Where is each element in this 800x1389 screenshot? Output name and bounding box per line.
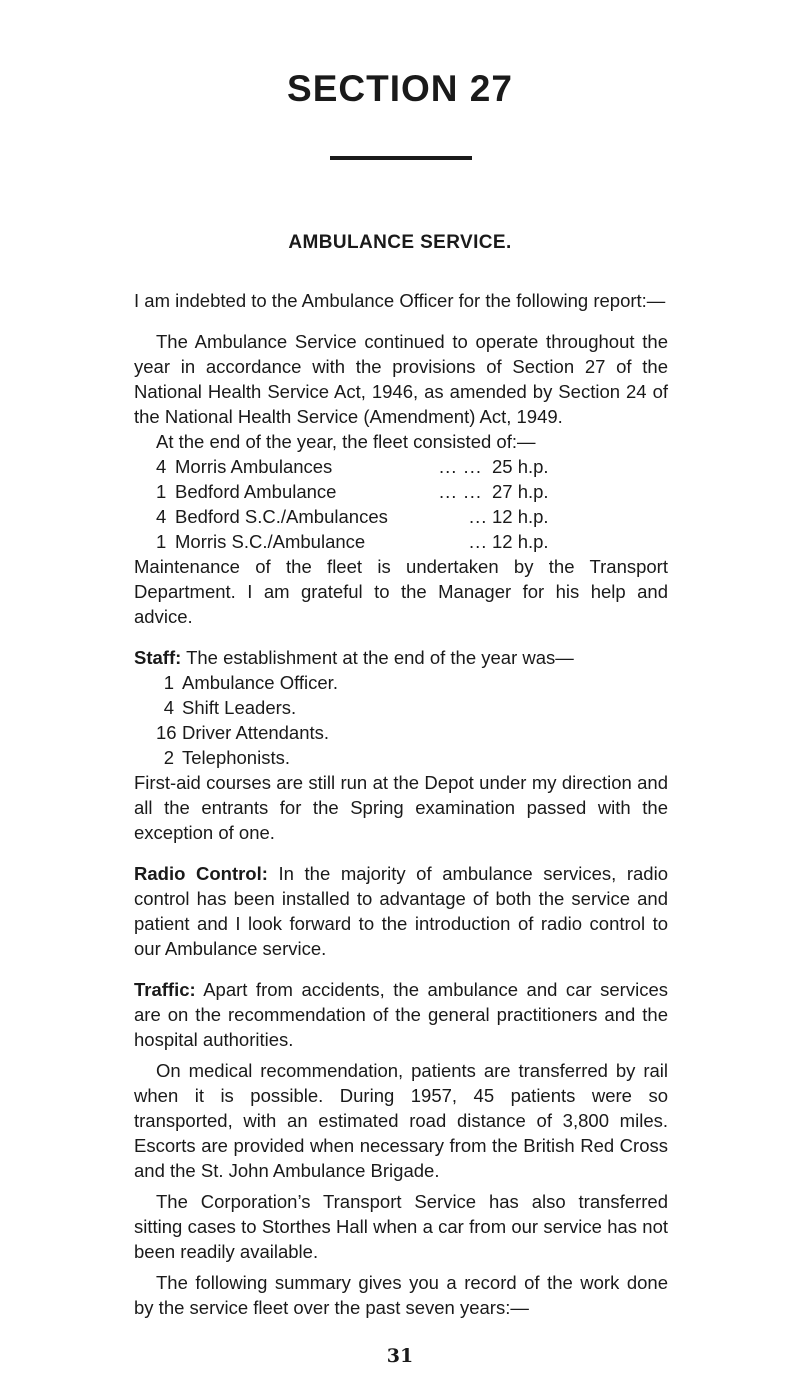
fleet-horsepower: 12 h.p.	[492, 506, 549, 527]
staff-role: Telephonists.	[182, 747, 290, 768]
staff-heading: Staff:	[134, 647, 182, 668]
title-divider	[330, 156, 472, 160]
fleet-list	[156, 454, 668, 554]
traffic-paragraph	[134, 977, 668, 1052]
fleet-horsepower: 27 h.p.	[492, 481, 549, 502]
fleet-vehicle: Morris S.C./Ambulance	[175, 531, 366, 552]
staff-count: 4	[163, 697, 174, 718]
radio-paragraph	[134, 861, 668, 961]
staff-count: 1	[163, 672, 174, 693]
staff-role: Ambulance Officer.	[182, 672, 338, 693]
leader-dots: ... ...	[439, 456, 482, 477]
staff-intro: The establishment at the end of the year was—	[186, 647, 574, 668]
staff-item	[156, 670, 668, 695]
fleet-count: 4	[156, 506, 167, 527]
staff-item	[156, 695, 668, 720]
fleet-item	[156, 479, 668, 504]
fleet-vehicle: Morris Ambulances	[175, 456, 333, 477]
fleet-item	[156, 504, 668, 529]
staff-role: Driver Attendants.	[182, 722, 330, 743]
fleet-count: 1	[156, 531, 167, 552]
page-subtitle: AMBULANCE SERVICE.	[288, 232, 512, 253]
fleet-count: 1	[156, 481, 167, 502]
staff-item	[156, 720, 668, 745]
rail-paragraph: On medical recommendation, patients are transferred by rail when it is possible. During 1957, 45 patients were so transported, with an estimated road distance of 3,800 miles. Escorts are provided when necessary from the British Red Cross and the St. John Ambulance Brigade.	[134, 1060, 668, 1181]
staff-count: 16	[156, 722, 177, 743]
fleet-vehicle: Bedford Ambulance	[175, 481, 337, 502]
staff-role: Shift Leaders.	[182, 697, 297, 718]
fleet-item	[156, 454, 668, 479]
radio-text: In the majority of ambulance services, radio control has been installed to advantage of both the service and patient and I look forward to the introduction of radio control to our Ambulance service.	[134, 863, 668, 959]
traffic-text: Apart from accidents, the ambulance and car services are on the recommendation of the general practitioners and the hospital authorities.	[134, 979, 668, 1050]
leader-dots: ...	[469, 506, 488, 527]
staff-count: 2	[163, 747, 174, 768]
maintenance-paragraph: Maintenance of the fleet is undertaken by the Transport Department. I am grateful to the Manager for his help and advice.	[134, 556, 668, 627]
staff-paragraph	[134, 645, 668, 670]
first-aid-paragraph: First-aid courses are still run at the Depot under my direction and all the entrants for the Spring examination passed with the exception of one.	[134, 772, 668, 843]
fleet-intro: At the end of the year, the fleet consisted of:—	[156, 431, 536, 452]
corporation-paragraph: The Corporation’s Transport Service has also transferred sitting cases to Storthes Hall when a car from our service has not been readily available.	[134, 1191, 668, 1262]
fleet-horsepower: 25 h.p.	[492, 456, 549, 477]
page-number: 31	[386, 1345, 414, 1367]
summary-paragraph: The following summary gives you a record of the work done by the service fleet over the past seven years:—	[134, 1272, 668, 1318]
fleet-vehicle: Bedford S.C./Ambulances	[175, 506, 388, 527]
leader-dots: ...	[469, 531, 488, 552]
leader-dots: ... ...	[439, 481, 482, 502]
radio-heading: Radio Control:	[134, 863, 268, 884]
fleet-count: 4	[156, 456, 167, 477]
fleet-item	[156, 529, 668, 554]
act-paragraph: The Ambulance Service continued to operate throughout the year in accordance with the provisions of Section 27 of the National Health Service Act, 1946, as amended by Section 24 of the National Health Service (Amendment) Act, 1949.	[134, 331, 668, 427]
section-title: SECTION 27	[287, 68, 513, 109]
staff-list	[156, 670, 668, 770]
traffic-heading: Traffic:	[134, 979, 196, 1000]
report-body	[134, 272, 668, 1320]
staff-item	[156, 745, 668, 770]
fleet-horsepower: 12 h.p.	[492, 531, 549, 552]
intro-paragraph: I am indebted to the Ambulance Officer for the following report:—	[134, 290, 666, 311]
